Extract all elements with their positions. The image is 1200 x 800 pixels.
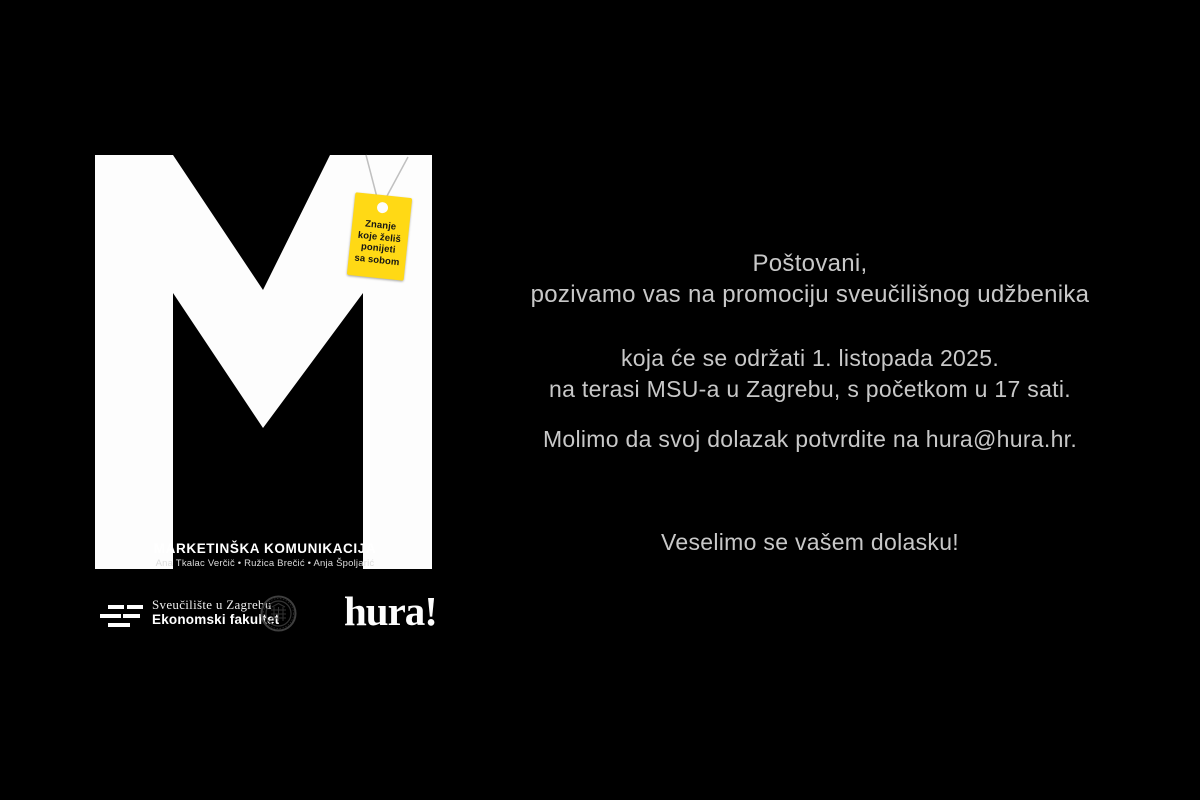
tag-text-line: koje želiš xyxy=(357,229,402,245)
invitation-closing: Veselimo se vašem dolasku! xyxy=(661,529,959,555)
book-authors: Ana Tkalac Verčič • Ružica Brečić • Anja Špoljarić xyxy=(155,558,375,569)
invitation-date-line: koja će se održati 1. listopada 2025. xyxy=(620,345,1000,371)
faculty-name: Ekonomski fakultet xyxy=(152,612,280,627)
price-tag xyxy=(347,192,412,281)
invitation-intro xyxy=(430,248,1190,310)
tag-text xyxy=(348,217,409,269)
invitation-venue-line: na terasi MSU-a u Zagrebu, s početkom u 17 sati. xyxy=(549,376,1071,402)
tag-text-line: ponijeti xyxy=(360,241,397,256)
tag-hole-icon xyxy=(376,202,388,214)
book-title-block xyxy=(95,541,435,570)
university-block xyxy=(152,598,362,627)
hura-logo: hura! xyxy=(344,588,437,634)
book-title: MARKETINŠKA KOMUNIKACIJA xyxy=(153,541,377,556)
efzg-logo-icon xyxy=(98,601,146,631)
invitation-rsvp-line: Molimo da svoj dolazak potvrdite na hura@hura.hr. xyxy=(542,426,1078,452)
tag-text-line: Znanje xyxy=(364,218,397,233)
invitation-details xyxy=(430,343,1190,405)
faculty-seal-icon xyxy=(260,595,297,632)
invitation-intro-line: pozivamo vas na promociju sveučilišnog udžbenika xyxy=(530,281,1090,308)
invitation-salutation: Poštovani, xyxy=(752,250,868,277)
university-name: Sveučilište u Zagrebu xyxy=(152,597,272,612)
tag-text-line: sa sobom xyxy=(354,252,401,268)
